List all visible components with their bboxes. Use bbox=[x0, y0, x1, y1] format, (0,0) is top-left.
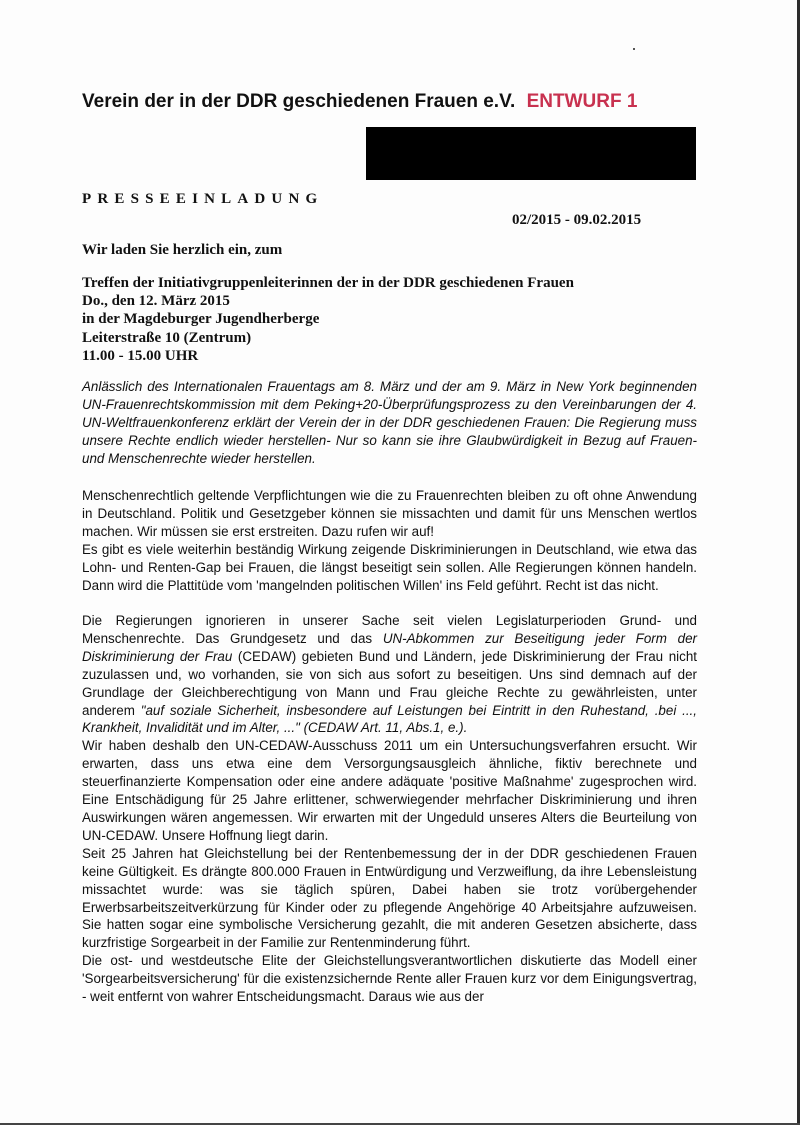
paragraph-governments bbox=[82, 612, 697, 1006]
reference-number: 02/2015 - 09.02.2015 bbox=[512, 212, 642, 228]
letterhead bbox=[82, 91, 637, 113]
paragraph-text: Menschenrechtlich geltende Verpflichtungen wie die zu Frauenrechten bleiben zu oft ohne Anwendung in Deutschland. Politik und Gesetzgeber können sie missachten und damit für uns Menschen wertlos machen. Wir müssen sie erst erstreiten. Dazu rufen wir auf! bbox=[82, 488, 697, 539]
event-time: 11.00 - 15.00 UHR bbox=[82, 347, 199, 364]
cedaw-title: UN-Abkommen zur Beseitigung jeder Form der Diskriminierung der Frau bbox=[82, 630, 697, 664]
intro-text: Anlässlich des Internationalen Frauentags am 8. März und der am 9. März in New York beginnenden UN-Frauenrechtskommission mit dem Peking+20-Überprüfungsprozess zu den Vereinbarungen der 4. UN-Weltfrauenkonferenz erklärt der Verein der in der DDR geschiedenen Frauen: Die Regierung muss unsere Rechte endlich wieder herstellen- Nur so kann sie ihre Glaubwürdigkeit in Bezug auf Frauen- und Menschenrechte wieder herstellen. bbox=[82, 379, 697, 466]
event-venue: in der Magdeburger Jugendherberge bbox=[82, 311, 320, 328]
event-details bbox=[82, 274, 574, 365]
press-invitation-title: PRESSEEINLADUNG bbox=[82, 191, 324, 207]
text-run: (CEDAW) gebieten Bund und Ländern, jede Diskriminierung der Frau nicht zuzulassen und, wo vorhanden, sie von sich aus sofort zu beseitigen. Uns sind demnach auf der Grundlage der Gleichberechtigung von Mann und Frau gleiche Rechte zu gewährleisten, unter anderem bbox=[82, 648, 697, 718]
event-address: Leiterstraße 10 (Zentrum) bbox=[82, 329, 252, 346]
draft-label: ENTWURF 1 bbox=[526, 91, 638, 112]
paragraph-text: Es gibt es viele weiterhin beständig Wirkung zeigende Diskriminierungen in Deutschland, wie etwa das Lohn- und Renten-Gap bei Frauen, die längst beseitigt sein sollen. Alle Regierungen können handeln. Dann wird die Plattitüde vom 'mangelnden politischen Willen' ins Feld geführt. Recht ist das nicht. bbox=[82, 541, 697, 593]
paragraph-text bbox=[82, 612, 697, 737]
event-title: Treffen der Initiativgruppenleiterinnen der in der DDR geschiedenen Frauen bbox=[82, 275, 574, 291]
paragraph-text: Wir haben deshalb den UN-CEDAW-Ausschuss 2011 um ein Untersuchungsverfahren ersucht. Wir erwarten, dass uns etwa eine dem Versorgungsausgleich ähnliche, fiktiv berechnete und steuerfinanzierte Kompensation oder eine andere adäquate 'positive Maßnahme' zugesprochen wird. Eine Entschädigung für 25 Jahre erlittener, schwerwiegender mehrfacher Diskriminierung und ihren Auswirkungen wären angemessen. Wir erwarten mit der Ungeduld unseres Alters die Beurteilung von UN-CEDAW. Unsere Hoffnung liegt darin. bbox=[82, 738, 697, 843]
text-run: Die Regierungen ignorieren in unserer Sache seit vielen Legislaturperioden Grund- und Menschenrechte. Das Grundgesetz und das bbox=[82, 613, 697, 646]
intro-paragraph bbox=[82, 378, 697, 468]
redaction-block bbox=[366, 127, 696, 180]
scan-speck bbox=[633, 48, 635, 50]
paragraph-human-rights bbox=[82, 487, 697, 594]
event-date: Do., den 12. März 2015 bbox=[82, 293, 230, 310]
paragraph-text: Seit 25 Jahren hat Gleichstellung bei der Rentenbemessung der in der DDR geschiedenen Frauen keine Gültigkeit. Es drängte 800.000 Frauen in Entwürdigung und Verzweiflung, da ihre Lebensleistung missachtet wurde: was sie täglich spüren, Dabei haben sie trotz vorübergehender Erwerbsarbeitszeitverkürzung für Kinder oder zu pflegende Angehörige 40 Arbeitsjahre aufzuweisen. Sie hatten sogar eine symbolische Versicherung gezahlt, die mit anderen Gesetzen absicherte, dass kurzfristige Sorgearbeit in der Familie zur Rentenminderung führt. bbox=[82, 845, 697, 951]
organization-name: Verein der in der DDR geschiedenen Frauen e.V. bbox=[82, 91, 516, 112]
cedaw-quote: "auf soziale Sicherheit, insbesondere auf Leistungen bei Eintritt in den Ruhestand, .bei ..., Krankheit, Invalidität und im Alter, ..." (CEDAW Art. 11, Abs.1, e.). bbox=[82, 702, 697, 736]
invitation-line: Wir laden Sie herzlich ein, zum bbox=[82, 242, 283, 258]
paragraph-text: Die ost- und westdeutsche Elite der Gleichstellungsverantwortlichen diskutierte das Modell einer 'Sorgearbeitsversicherung' für die existenzsichernde Rente aller Frauen kurz vor dem Einigungsvertrag, - weit entfernt von wahrer Entscheidungsmacht. Daraus wie aus der bbox=[82, 953, 697, 1005]
